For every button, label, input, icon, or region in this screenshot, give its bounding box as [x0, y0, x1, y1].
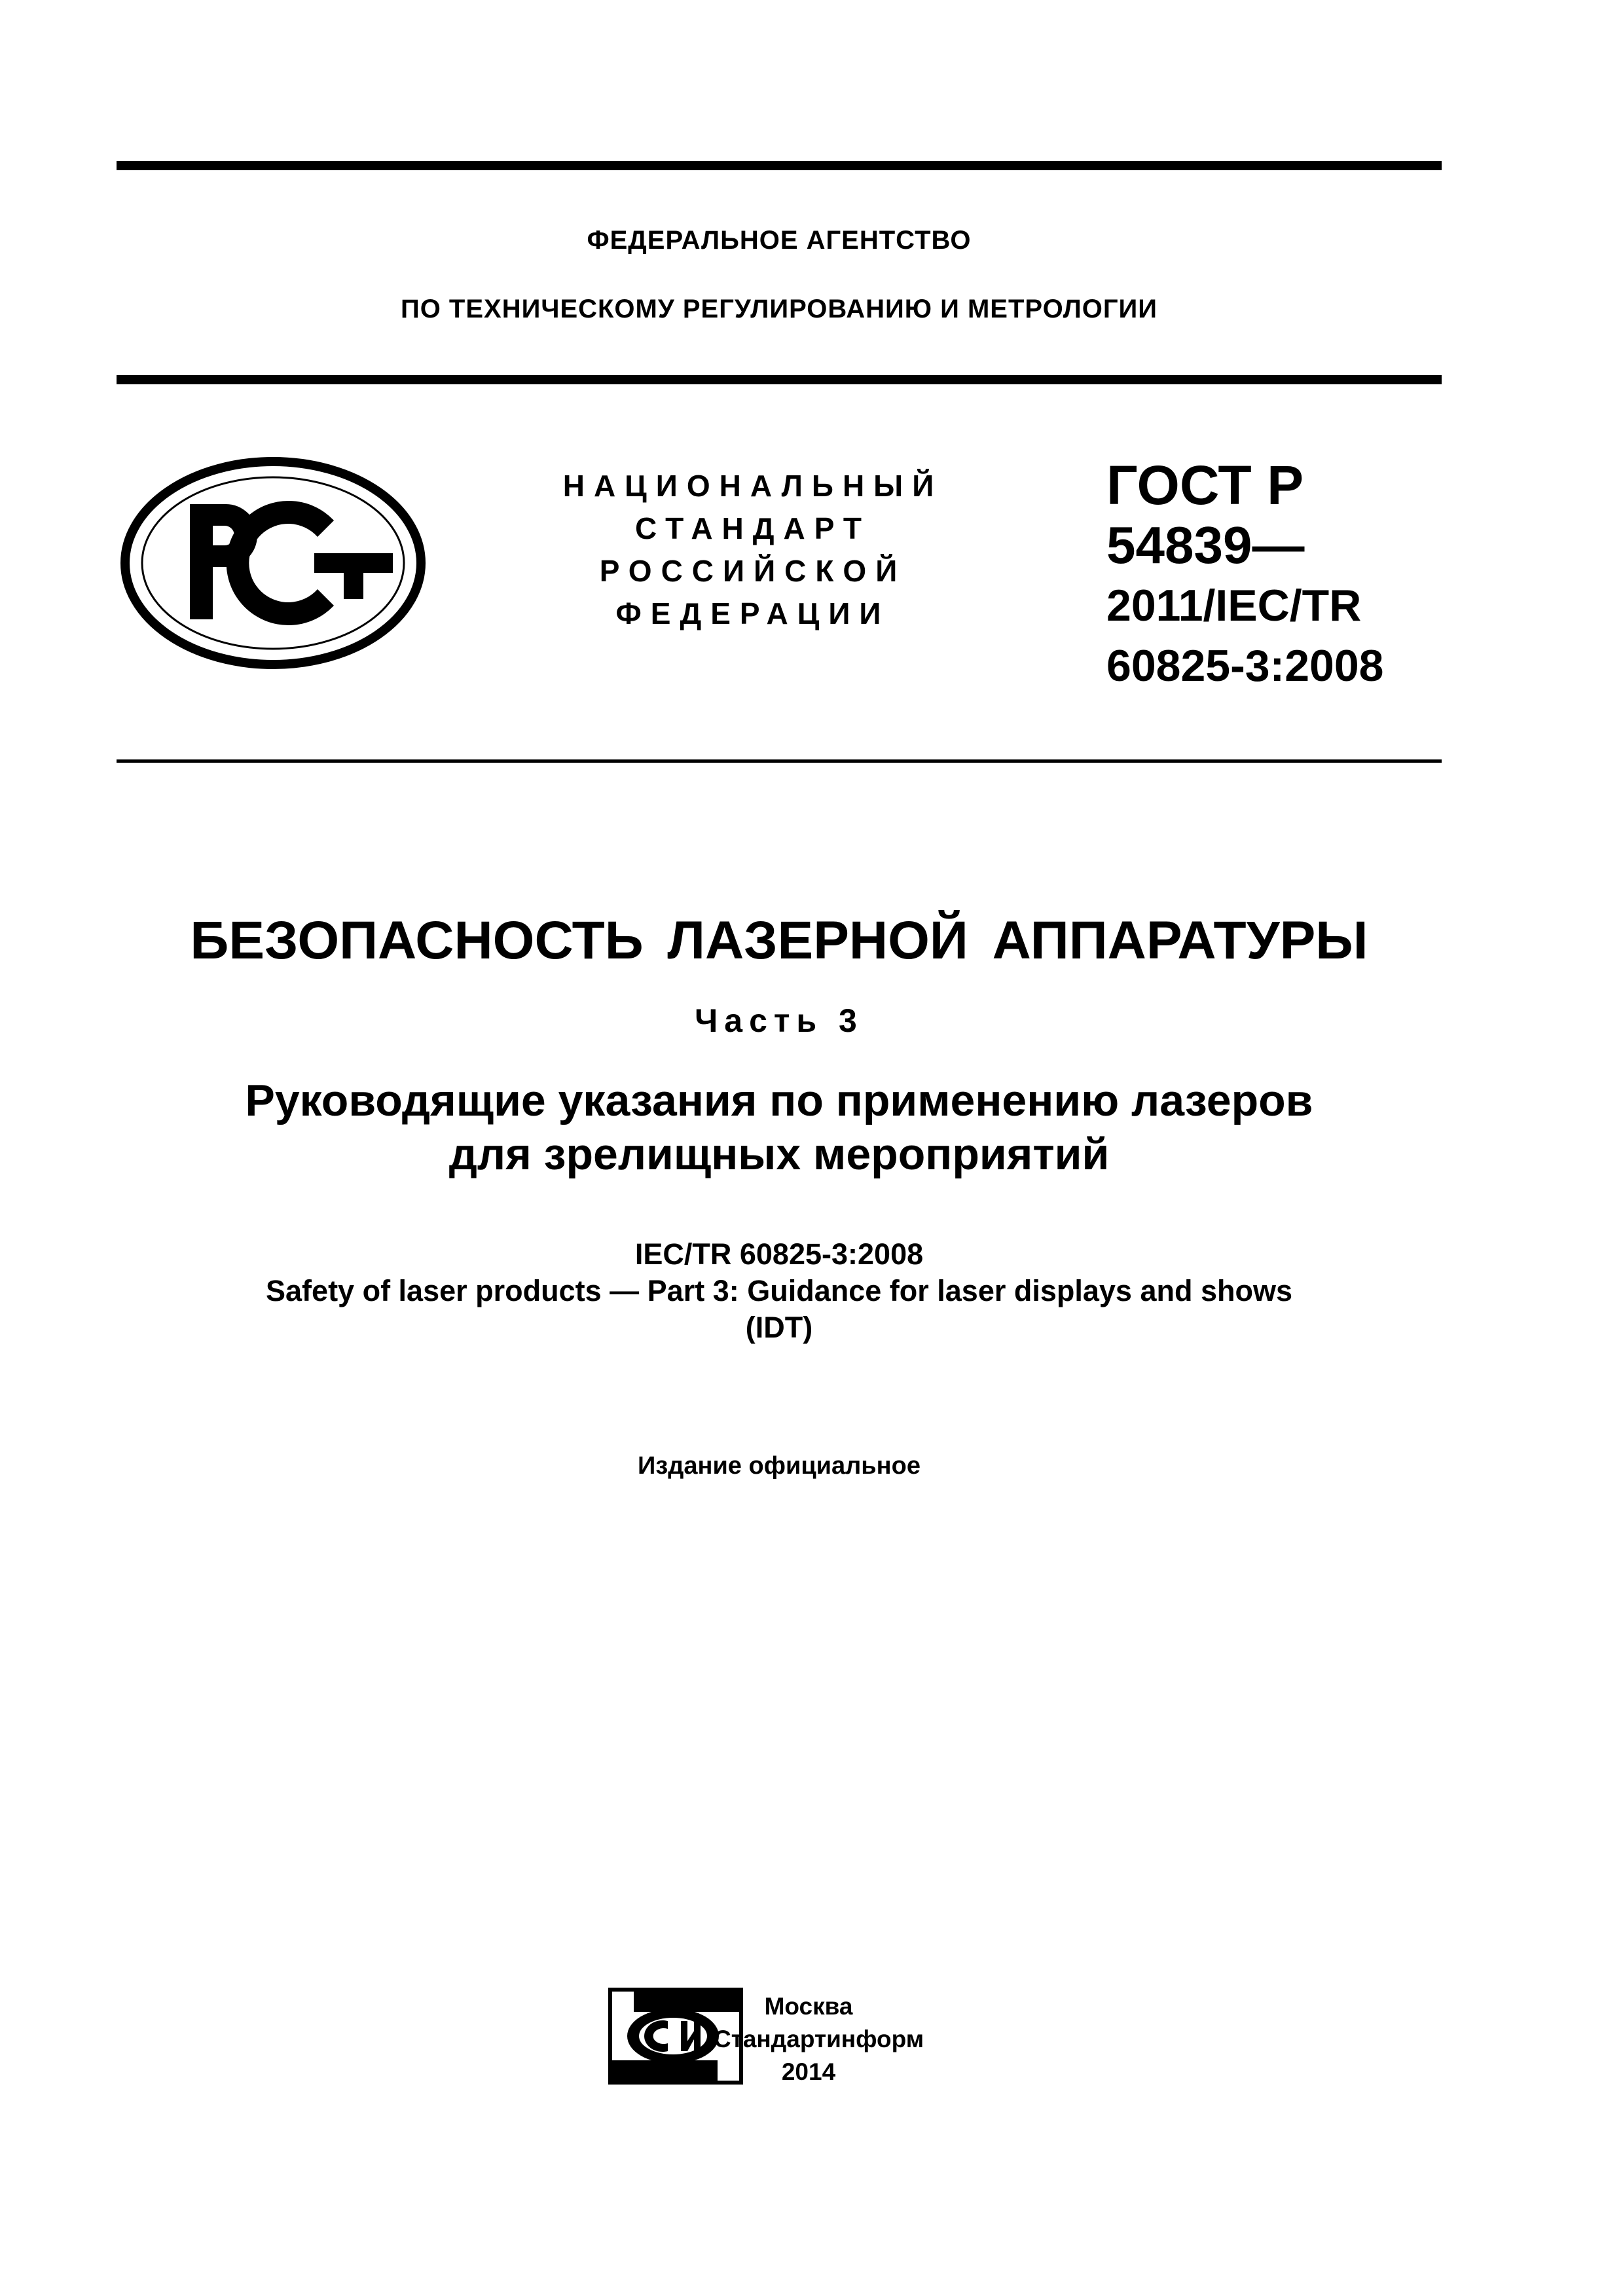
designation-line: 2011/IEC/TR [1106, 581, 1362, 630]
national-standard-line: РОССИЙСКОЙ [599, 554, 907, 588]
document-title: БЕЗОПАСНОСТЬ ЛАЗЕРНОЙ АППАРАТУРЫ [190, 911, 1368, 970]
iec-number: IEC/TR 60825-3:2008 [634, 1237, 924, 1271]
agency-line-1: ФЕДЕРАЛЬНОЕ АГЕНТСТВО [587, 226, 972, 255]
edition-label: Издание официальное [638, 1452, 921, 1480]
publisher-name: Стандартинформ [714, 2026, 924, 2052]
national-standard-line: НАЦИОНАЛЬНЫЙ [562, 469, 943, 503]
agency-line-2: ПО ТЕХНИЧЕСКОМУ РЕГУЛИРОВАНИЮ И МЕТРОЛОГИИ [400, 295, 1158, 323]
designation-line: 60825-3:2008 [1106, 641, 1384, 691]
publisher-city: Москва [764, 1993, 853, 2020]
publisher-info [714, 1990, 924, 2088]
middle-rule [117, 375, 1442, 384]
document-part: Часть 3 [695, 1002, 864, 1039]
rst-certification-logo-icon [118, 455, 429, 671]
iec-title: Safety of laser products — Part 3: Guidance for laser displays and shows [266, 1274, 1292, 1307]
national-standard-line: СТАНДАРТ [635, 511, 871, 545]
subtitle-line-1: Руководящие указания по применению лазеров [245, 1076, 1313, 1125]
subtitle-line-2: для зрелищных мероприятий [448, 1129, 1110, 1179]
iec-reference [117, 1236, 1442, 1346]
designation-line: 54839— [1106, 516, 1305, 574]
standard-designation [1106, 455, 1447, 696]
national-standard-label [517, 465, 989, 635]
iec-equivalence: (IDT) [745, 1311, 813, 1344]
top-rule [117, 161, 1442, 170]
publisher-year: 2014 [781, 2058, 836, 2085]
thin-rule [117, 759, 1442, 763]
document-subtitle [117, 1074, 1442, 1181]
national-standard-line: ФЕДЕРАЦИИ [615, 596, 890, 630]
designation-line: ГОСТ Р [1106, 454, 1304, 516]
